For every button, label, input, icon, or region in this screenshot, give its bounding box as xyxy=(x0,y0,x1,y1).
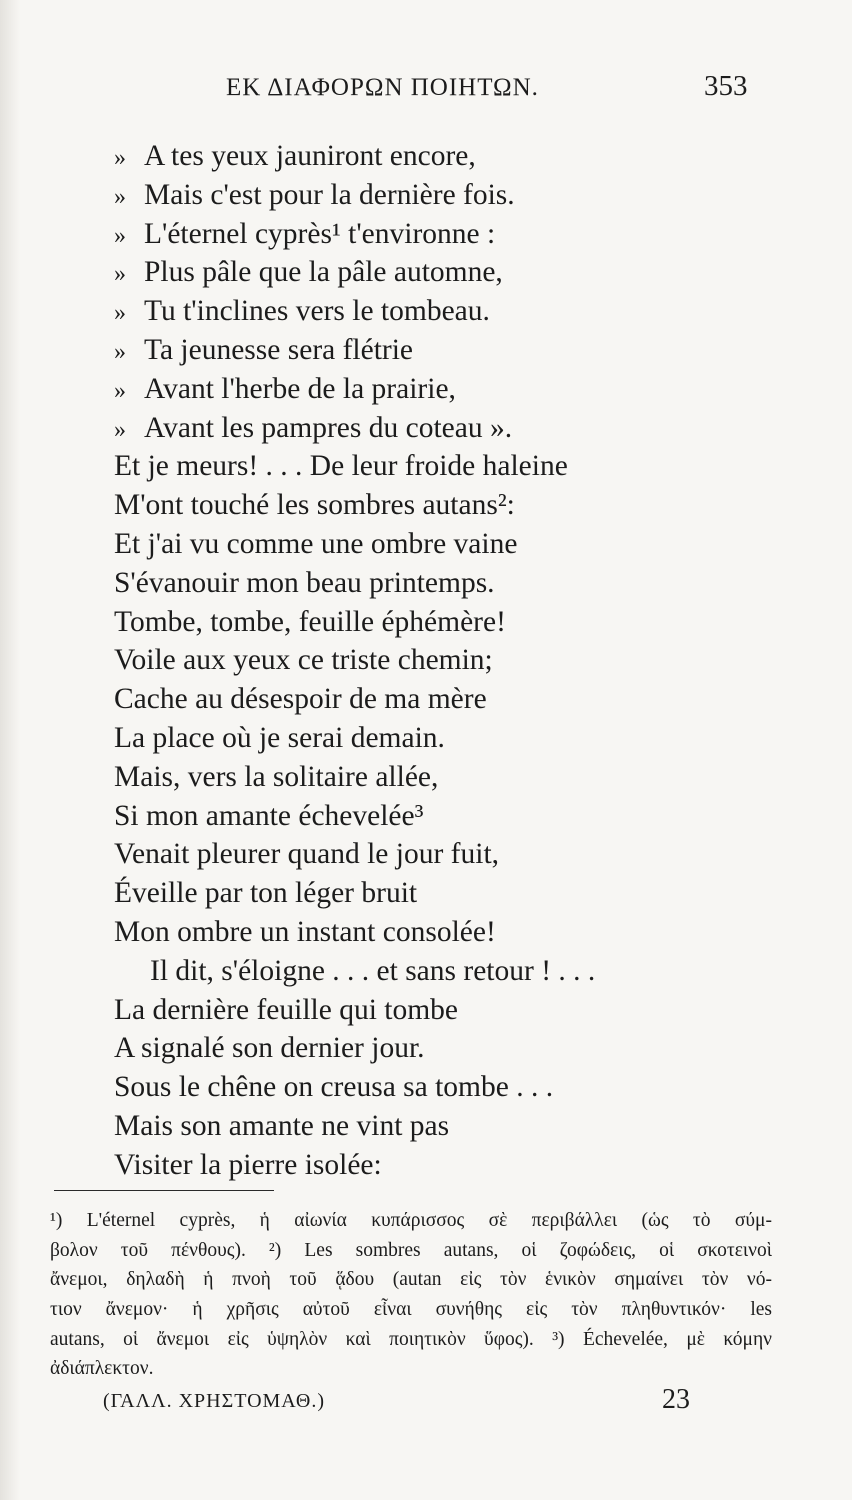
quote-mark: » xyxy=(114,222,126,249)
verse-line xyxy=(114,758,734,797)
footnote-line: ἀδιάπλεκτον. xyxy=(50,1358,154,1380)
verse-line xyxy=(114,952,734,991)
signature-mark: (ΓΑΛΛ. ΧΡΗΣΤΟΜΑΘ.) xyxy=(103,1390,326,1412)
verse-text: Voile aux yeux ce triste chemin; xyxy=(114,644,493,677)
verse-text: Venait pleurer quand le jour fuit, xyxy=(114,838,500,871)
quote-mark: » xyxy=(114,377,126,404)
quote-mark: » xyxy=(114,145,126,171)
verse-line xyxy=(114,1107,734,1146)
verse-text: Il dit, s'éloigne . . . et sans retour ! . . . xyxy=(150,954,596,987)
verse-text: Et je meurs! . . . De leur froide haleine xyxy=(114,450,568,483)
verse-line xyxy=(114,525,734,564)
verse-line xyxy=(114,447,734,486)
page-edge-shadow xyxy=(0,0,20,1500)
verse-text: M'ont touché les sombres autans²: xyxy=(114,489,515,522)
quote-mark: » xyxy=(114,261,126,288)
verse-line xyxy=(114,991,734,1030)
verse-text: A tes yeux jauniront encore, xyxy=(144,140,476,172)
footnote-line: τιον ἄνεμον· ἡ χρῆσις αὐτοῦ εἶναι συνήθης εἰς τὸν πληθυντικόν· les xyxy=(50,1299,772,1321)
sheet-number: 23 xyxy=(662,1384,690,1415)
verse-line xyxy=(114,564,734,603)
verse-line xyxy=(114,874,734,913)
verse-text: Ta jeunesse sera flétrie xyxy=(144,333,414,366)
verse-line xyxy=(114,253,734,292)
verse-line xyxy=(114,680,734,719)
quote-mark: » xyxy=(114,300,126,327)
verse-line xyxy=(114,370,734,409)
verse-text: Mais son amante ne vint pas xyxy=(114,1109,450,1142)
page-number: 353 xyxy=(704,70,748,102)
verse-text: L'éternel cyprès¹ t'environne : xyxy=(144,217,496,250)
verse-text: A signalé son dernier jour. xyxy=(114,1032,425,1065)
quote-mark: » xyxy=(114,338,126,365)
verse-text: Visiter la pierre isolée: xyxy=(114,1148,382,1181)
verse-text: Mon ombre un instant consolée! xyxy=(114,915,496,948)
verse-line xyxy=(114,137,734,176)
footnote-line: βολον τοῦ πένθους). ²) Les sombres autans, οἱ ζοφώδεις, οἱ σκοτεινοὶ xyxy=(50,1239,772,1261)
footnote-line: ἄνεμοι, δηλαδὴ ἡ πνοὴ τοῦ ᾅδου (autan εἰς τὸν ἑνικὸν σημαίνει τὸν νό- xyxy=(50,1269,772,1291)
quote-mark: » xyxy=(114,183,126,210)
verse-text: Tombe, tombe, feuille éphémère! xyxy=(114,605,506,638)
verse-line xyxy=(114,641,734,680)
verse-text: Plus pâle que la pâle automne, xyxy=(144,256,503,289)
verse-text: Cache au désespoir de ma mère xyxy=(114,683,487,716)
verse-text: Mais, vers la solitaire allée, xyxy=(114,760,439,793)
verse-line xyxy=(114,409,734,448)
verse-text: Tu t'inclines vers le tombeau. xyxy=(144,295,490,328)
running-head: ΕΚ ΔΙΑΦΟΡΩΝ ΠΟΙΗΤΩΝ. xyxy=(226,74,539,101)
verse-text: La place où je serai demain. xyxy=(114,721,445,754)
verse-text: Avant l'herbe de la prairie, xyxy=(144,372,456,405)
quote-mark: » xyxy=(114,416,126,443)
verse-text: Éveille par ton léger bruit xyxy=(114,877,418,910)
footnotes xyxy=(50,1206,772,1384)
verse-line xyxy=(114,215,734,254)
verse-line xyxy=(114,331,734,370)
verse-text: La dernière feuille qui tombe xyxy=(114,993,459,1026)
verse-text: S'évanouir mon beau printemps. xyxy=(114,566,495,599)
verse-line xyxy=(114,292,734,331)
verse-text: Si mon amante échevelée³ xyxy=(114,799,424,832)
verse-text: Mais c'est pour la dernière fois. xyxy=(144,178,515,211)
footnote-line: ¹) L'éternel cyprès, ἡ αἰωνία κυπάρισσος σὲ περιβάλλει (ὡς τὸ σύμ- xyxy=(50,1210,772,1231)
verse-line xyxy=(114,486,734,525)
verse-line xyxy=(114,176,734,215)
verse-text: Et j'ai vu comme une ombre vaine xyxy=(114,527,518,560)
verse-line xyxy=(114,1029,734,1068)
poem-verses xyxy=(114,137,734,1185)
verse-line xyxy=(114,719,734,758)
verse-line xyxy=(114,835,734,874)
verse-line xyxy=(114,603,734,642)
verse-line xyxy=(114,1068,734,1107)
verse-text: Sous le chêne on creusa sa tombe . . . xyxy=(114,1071,554,1104)
verse-line xyxy=(114,913,734,952)
footnote-line: autans, οἱ ἄνεμοι εἰς ὑψηλὸν καὶ ποιητικὸν ὕφος). ³) Échevelée, μὲ κόμην xyxy=(50,1328,772,1350)
footnote-rule xyxy=(54,1190,274,1191)
verse-text: Avant les pampres du coteau ». xyxy=(144,411,513,444)
verse-line xyxy=(114,1146,734,1185)
verse-line xyxy=(114,797,734,836)
